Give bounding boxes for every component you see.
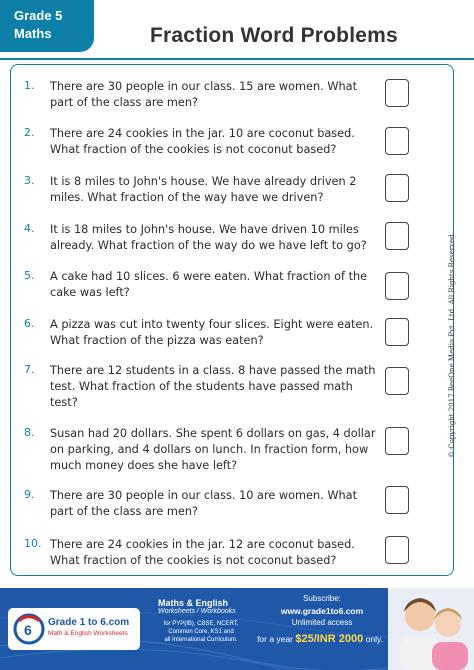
subscribe-label: Subscribe: xyxy=(303,594,341,603)
question-number: 4. xyxy=(24,222,35,235)
answer-box[interactable] xyxy=(385,367,409,395)
site-logo[interactable] xyxy=(8,608,140,650)
answer-box[interactable] xyxy=(385,486,409,514)
curriculum-line: Common Core, KS1 and xyxy=(168,629,234,635)
logo-title: Grade 1 to 6.com xyxy=(48,617,130,628)
question-number: 10. xyxy=(24,537,42,550)
title-divider xyxy=(0,58,474,60)
question-text: There are 24 cookies in the jar. 10 are coconut based. What fraction of the cookies is not coconut based? xyxy=(50,127,355,156)
copyright-notice: © Copyright 2017 BeeOne Media Pvt. Ltd. All Rights Reserved. xyxy=(448,232,456,458)
question-number: 7. xyxy=(24,363,35,376)
answer-box[interactable] xyxy=(385,174,409,202)
question-text: Susan had 20 dollars. She spent 6 dollars on gas, 4 dollar on parking, and 4 dollars on lunch. In fraction form, how much money does she have left? xyxy=(50,427,376,472)
question-number: 6. xyxy=(24,317,35,330)
access-label: Unlimited access xyxy=(291,618,353,627)
footer-heading: Maths & English xyxy=(158,598,229,608)
logo-icon xyxy=(13,612,45,646)
answer-box[interactable] xyxy=(385,427,409,455)
question-number: 9. xyxy=(24,488,35,501)
question-number: 2. xyxy=(24,126,35,139)
footer-banner xyxy=(0,588,474,670)
curriculum-line: all International Curriculum. xyxy=(164,637,238,643)
answer-box[interactable] xyxy=(385,318,409,346)
price-suffix: only. xyxy=(365,634,383,644)
subject-label: Maths xyxy=(14,26,52,41)
price-line xyxy=(240,633,400,645)
question-number: 8. xyxy=(24,426,35,439)
price-value: $25/INR 2000 xyxy=(295,633,364,645)
grade-label: Grade 5 xyxy=(14,8,63,23)
question-text: A pizza was cut into twenty four slices. Eight were eaten. What fraction of the pizza was eaten? xyxy=(50,318,374,347)
answer-box[interactable] xyxy=(385,127,409,155)
curriculum-line: for PYP(IB), CBSE, NCERT, xyxy=(163,621,239,627)
svg-text:6: 6 xyxy=(24,622,32,638)
answer-box[interactable] xyxy=(385,536,409,564)
grade-badge xyxy=(0,0,94,52)
question-text: There are 30 people in our class. 10 are women. What part of the class are men? xyxy=(50,489,358,518)
footer-subheading: Worksheets / Workbooks xyxy=(158,608,236,615)
page-title: Fraction Word Problems xyxy=(150,24,398,47)
question-text: There are 24 cookies in the jar. 12 are coconut based. What fraction of the cookies is not coconut based? xyxy=(50,538,355,567)
question-number: 5. xyxy=(24,269,35,282)
logo-subtitle: Math & English Worksheets xyxy=(48,630,128,637)
question-text: It is 8 miles to John's house. We have already driven 2 miles. What fraction of the way have we driven? xyxy=(50,175,357,204)
price-prefix: for a year xyxy=(257,634,293,644)
children-photo xyxy=(388,588,474,670)
question-text: There are 12 students in a class. 8 have passed the math test. What fraction of the students have passed math test? xyxy=(50,364,376,409)
site-link[interactable]: www.grade1to6.com xyxy=(280,606,364,616)
question-number: 1. xyxy=(24,79,35,92)
question-text: It is 18 miles to John's house. We have driven 10 miles already. What fraction of the way do we have left to go? xyxy=(50,223,367,252)
answer-box[interactable] xyxy=(385,272,409,300)
question-text: A cake had 10 slices. 6 were eaten. What fraction of the cake was left? xyxy=(50,270,368,299)
question-number: 3. xyxy=(24,174,35,187)
answer-box[interactable] xyxy=(385,222,409,250)
answer-box[interactable] xyxy=(385,79,409,107)
question-text: There are 30 people in our class. 15 are women. What part of the class are men? xyxy=(50,80,358,109)
